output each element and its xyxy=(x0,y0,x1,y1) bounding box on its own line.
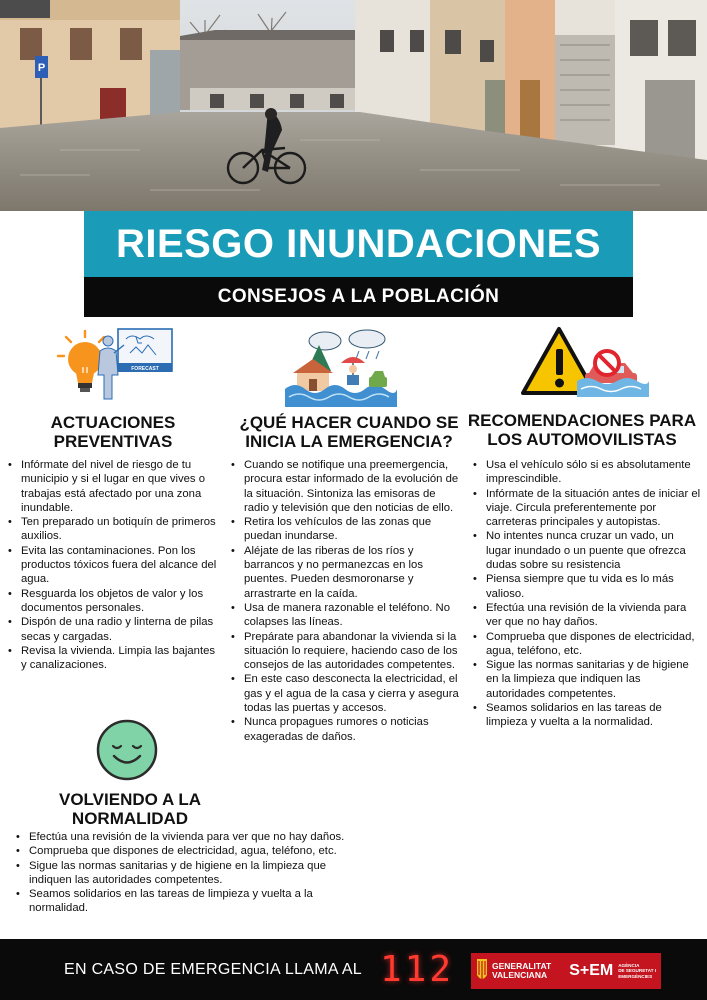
list-normalidad xyxy=(15,830,355,916)
logo-sem-text: S+EM xyxy=(569,962,614,979)
list-item: • No intentes nunca cruzar un vado, un lugar inundado o un puente que ofrezca dudas sobre su resistencia xyxy=(472,529,702,572)
list-item: • Aléjate de las riberas de los ríos y barrancos y no permanezcas en los puentes. Pueden desmoronarse y arrastrarte en la caída. xyxy=(230,544,462,601)
heading-line: PREVENTIVAS xyxy=(53,432,173,451)
heading-line: ¿QUÉ HACER CUANDO SE xyxy=(239,413,459,432)
list-item: • En este caso desconecta la electricidad, el gas y el agua de la casa y cierra y asegura todas las puertas y accesos. xyxy=(230,672,462,715)
logo-agency-line: EMERGÈNCIES xyxy=(618,973,653,979)
list-emergencia xyxy=(230,458,462,744)
list-item: • Nunca propagues rumores o noticias exageradas de daños. xyxy=(230,715,462,744)
list-item: • Infórmate de la situación antes de iniciar el viaje. Circula preferentemente por carreteras principales y autopistas. xyxy=(472,487,702,530)
list-item: • Comprueba que dispones de electricidad, agua, teléfono, etc. xyxy=(472,630,702,659)
list-item: • Revisa la vivienda. Limpia las bajantes y canalizaciones. xyxy=(7,644,220,673)
section-heading-automovilistas xyxy=(462,411,702,449)
logo-gv-line: VALENCIANA xyxy=(492,970,548,980)
list-item: • Usa el vehículo sólo si es absolutamente imprescindible. xyxy=(472,458,702,487)
generalitat-sem-logo xyxy=(471,953,661,989)
list-item: • Prepárate para abandonar la vivienda si la situación lo requiere, haciendo caso de los consejos de las autoridades competentes. xyxy=(230,630,462,673)
list-item: • Comprueba que dispones de electricidad, agua, teléfono, etc. xyxy=(15,844,355,858)
list-item: • Sigue las normas sanitarias y de higiene en la limpieza que indiquen las autoridades competentes. xyxy=(15,859,355,888)
list-item: • Ten preparado un botiquín de primeros auxilios. xyxy=(7,515,220,544)
page-subtitle: CONSEJOS A LA POBLACIÓN xyxy=(84,277,633,317)
heading-line: INICIA LA EMERGENCIA? xyxy=(245,432,453,451)
list-preventivas xyxy=(7,458,220,672)
logo-agency-line: AGÈNCIA xyxy=(618,963,640,969)
forecast-bulb-icon xyxy=(52,323,176,403)
page-title: RIESGO INUNDACIONES xyxy=(84,211,633,277)
list-item: • Sigue las normas sanitarias y de higiene en la limpieza que indiquen las autoridades competentes. xyxy=(472,658,702,701)
section-heading-normalidad xyxy=(20,790,240,828)
list-item: • Infórmate del nivel de riesgo de tu municipio y si el lugar en que vives o trabajas está afectado por una zona inundable. xyxy=(7,458,220,515)
heading-line: RECOMENDACIONES PARA xyxy=(467,411,697,430)
section-heading-preventivas xyxy=(18,413,208,451)
heading-line: VOLVIENDO A LA xyxy=(59,790,201,809)
footer-emergency-text: EN CASO DE EMERGENCIA LLAMA AL xyxy=(64,961,362,978)
hero-flood-photo xyxy=(0,0,707,211)
list-item: • Evita las contaminaciones. Pon los productos tóxicos fuera del alcance del agua. xyxy=(7,544,220,587)
list-item: • Cuando se notifique una preemergencia, procura estar informado de la evolución de la situación. Sintoniza las emisoras de radio y televisión que den noticias de ello. xyxy=(230,458,462,515)
logo-gv-line: GENERALITAT xyxy=(492,961,552,971)
list-item: • Efectúa una revisión de la vivienda para ver que no hay daños. xyxy=(15,830,355,844)
crest-icon xyxy=(476,957,488,985)
list-item: • Piensa siempre que tu vida es lo más valioso. xyxy=(472,572,702,601)
warning-car-icon xyxy=(521,325,649,397)
list-item: • Dispón de una radio y linterna de pilas secas y cargadas. xyxy=(7,615,220,644)
list-item: • Retira los vehículos de las zonas que puedan inundarse. xyxy=(230,515,462,544)
section-heading-emergencia xyxy=(228,413,470,451)
flooded-house-icon xyxy=(285,327,397,407)
list-item: • Resguarda los objetos de valor y los documentos personales. xyxy=(7,587,220,616)
parking-sign-label: P xyxy=(37,62,46,74)
list-automovilistas xyxy=(472,458,702,730)
list-item: • Usa de manera razonable el teléfono. No colapses las líneas. xyxy=(230,601,462,630)
list-item: • Seamos solidarios en las tareas de limpieza y vuelta a la normalidad. xyxy=(472,701,702,730)
forecast-label: FORECAST xyxy=(131,366,159,372)
smiley-face-icon xyxy=(96,719,158,781)
heading-line: ACTUACIONES xyxy=(50,413,176,432)
logo-agency-line: DE SEGURETAT I xyxy=(618,968,657,974)
heading-line: LOS AUTOMOVILISTAS xyxy=(487,430,677,449)
emergency-number: 112 xyxy=(380,949,455,990)
heading-line: NORMALIDAD xyxy=(71,809,189,828)
list-item: • Seamos solidarios en las tareas de limpieza y vuelta a la normalidad. xyxy=(15,887,355,916)
list-item: • Efectúa una revisión de la vivienda para ver que no hay daños. xyxy=(472,601,702,630)
